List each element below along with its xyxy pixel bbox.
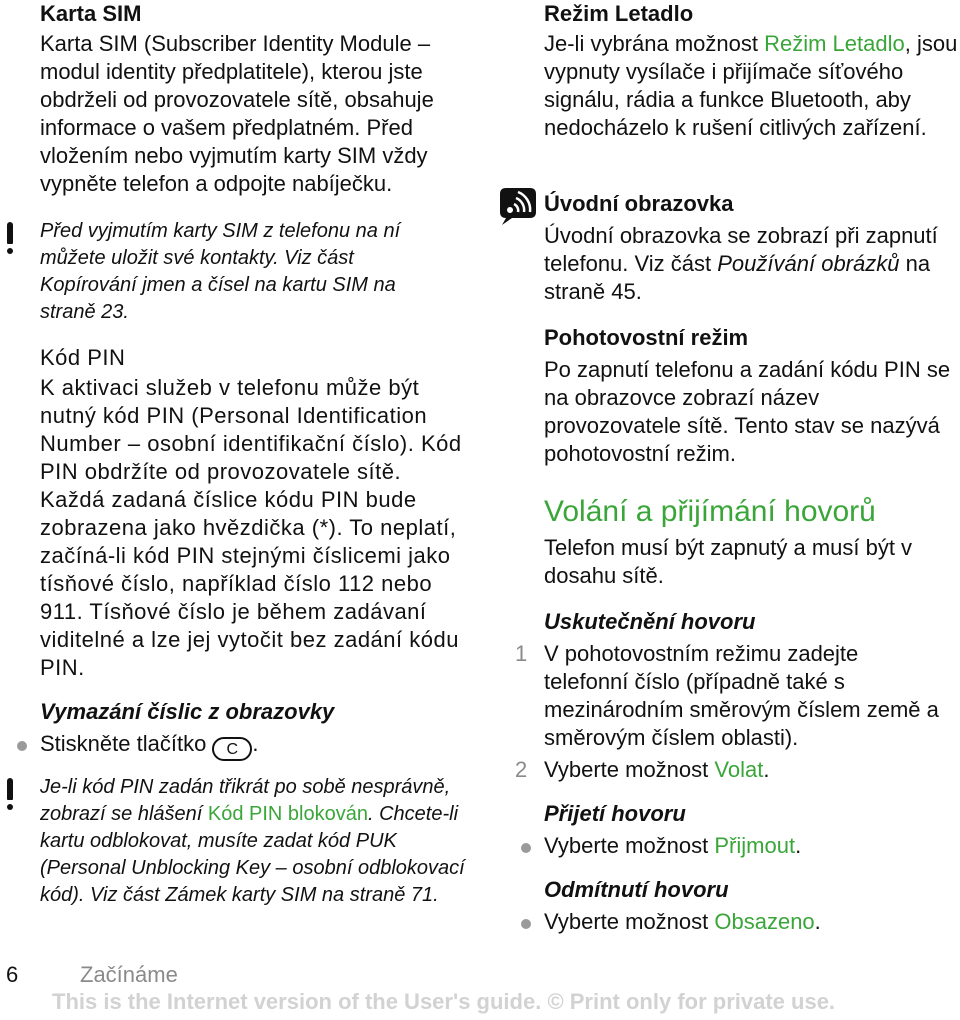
airplane-mode-link: Režim Letadlo [764,31,905,56]
section-name: Začínáme [80,962,178,987]
watermark-disclaimer: This is the Internet version of the User's guide. © Print only for private use. [52,989,836,1014]
step-1-number: 1 [515,641,528,666]
startup-heading: Úvodní obrazovka [544,191,734,216]
warning-note-pin-b: . Chcete-li kartu odblokovat, musíte zadat kód PUK (Personal Unblocking Key – osobní odblokovací kód). Viz část Zámek karty SIM na straně 71. [40,803,465,906]
startup-text [544,222,944,306]
step-2-text [544,756,944,784]
airplane-text-a: Je-li vybrána možnost [544,31,765,56]
reject-post: . [814,909,821,934]
erase-bullet-end: . [252,731,259,756]
bullet-dot-icon [521,919,531,929]
answer-option-link: Přijmout [714,833,796,858]
pin-text: K aktivaci služeb v telefonu může být nutný kód PIN (Personal Identification Number – osobní identifikační číslo). Kód PIN obdržíte od provozovatele sítě. Každá zadaná číslice kódu PIN bude zobrazena jako hvězdička (*). To neplatí, začíná-li kód PIN stejnými číslicemi jako tísňové číslo, například číslo 112 nebo 911. Tísňové číslo je během zadávaní viditelné a lze jej vytočit bez zadání kódu PIN. [40,375,462,680]
reject-pre: Vyberte možnost [544,909,715,934]
standby-text: Po zapnutí telefonu a zadání kódu PIN se na obrazovce zobrazí název provozovatele sítě. Tento stav se nazývá pohotovostní režim. [544,357,951,466]
sim-text: Karta SIM (Subscriber Identity Module – modul identity předplatitele), kterou jste obdrželi od provozovatele sítě, obsahuje informace o vašem předplatném. Před vložením nebo vyjmutím karty SIM vždy vypněte telefon a odpojte nabíječku. [40,31,434,196]
answer-bullet-text [544,832,944,860]
airplane-text [544,30,958,142]
startup-text-a: Úvodní obrazovka se zobrazí při zapnutí telefonu. Viz část [544,223,938,276]
erase-bullet-text: Stiskněte tlačítko [40,731,207,756]
c-key-icon: C [212,737,252,761]
bullet-dot-icon [17,741,27,751]
page-number: 6 [6,962,19,987]
erase-bullet [40,730,470,761]
step-1 [515,640,944,752]
reject-call-heading: Odmítnutí hovoru [544,877,729,902]
warning-note-sim: Před vyjmutím karty SIM z telefonu na ní můžete uložit své kontakty. Viz část Kopírování jmen a čísel na kartu SIM na straně 23. [40,220,401,323]
step-2 [515,756,944,784]
pin-blocked-link: Kód PIN blokován [207,803,368,825]
step-2-pre: Vyberte možnost [544,757,715,782]
call-option-link: Volat [714,757,764,782]
pin-heading: Kód PIN [40,345,126,370]
step-1-text: V pohotovostním režimu zadejte telefonní číslo (případně také s mezinárodním směrovým číslem země a směrovým číslem oblasti). [544,641,939,750]
make-call-heading: Uskutečnění hovoru [544,609,756,634]
bullet-dot-icon [521,843,531,853]
erase-heading: Vymazání číslic z obrazovky [40,699,335,724]
calls-text: Telefon musí být zapnutý a musí být v dosahu sítě. [544,535,913,588]
answer-post: . [795,833,802,858]
answer-call-heading: Přijetí hovoru [544,801,686,826]
step-2-post: . [763,757,770,782]
startup-text-italic: Používání obrázků [717,251,900,276]
airplane-text-b: , jsou vypnuty vysílače i přijímače síťového signálu, rádia a funkce Bluetooth, aby nedocházelo k rušení citlivých zařízení. [544,31,958,140]
warning-icon [4,778,16,812]
warning-icon [4,222,16,256]
answer-pre: Vyberte možnost [544,833,715,858]
sim-heading: Karta SIM [40,1,142,26]
reject-bullet-text [544,908,944,936]
airplane-heading: Režim Letadlo [544,1,694,26]
warning-note-pin-a: Je-li kód PIN zadán třikrát po sobě nesprávně, zobrazí se hlášení [40,776,451,825]
busy-option-link: Obsazeno [714,909,815,934]
standby-heading: Pohotovostní režim [544,325,749,350]
operator-service-icon [498,186,538,226]
calls-heading: Volání a přijímání hovorů [544,495,876,528]
reject-bullet [544,908,944,936]
startup-text-b: na straně 45. [544,251,931,304]
answer-bullet [544,832,944,860]
step-2-number: 2 [515,757,528,782]
warning-note-pin [40,774,470,909]
